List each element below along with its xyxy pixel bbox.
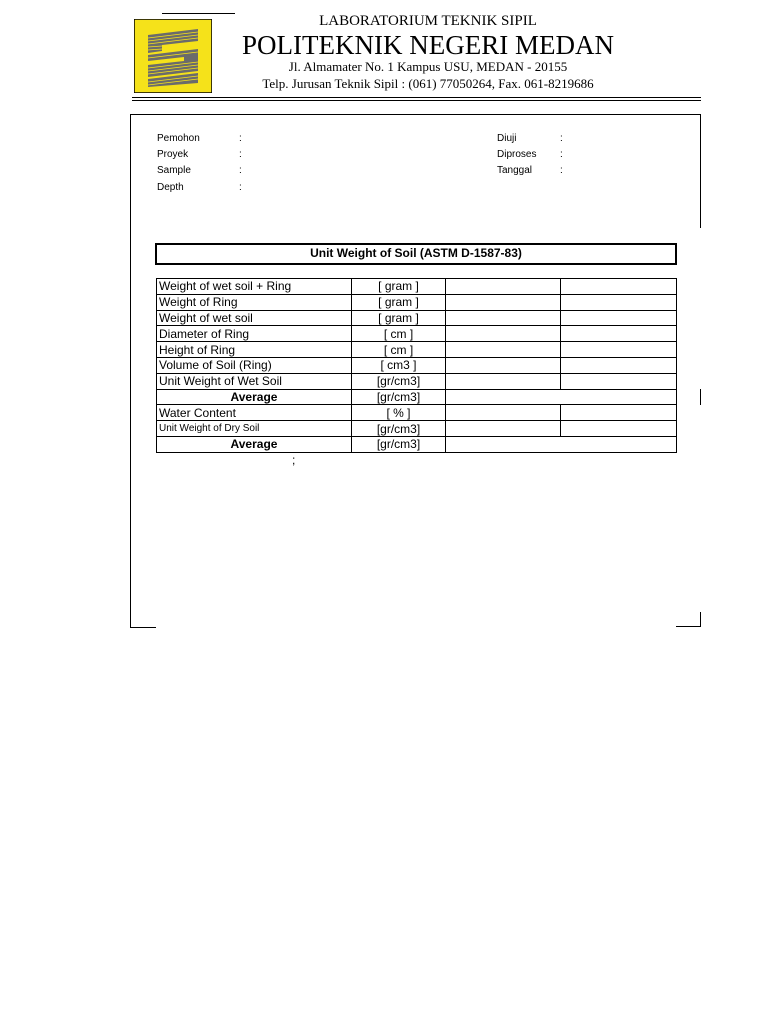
institution-name: POLITEKNIK NEGERI MEDAN xyxy=(242,30,614,60)
table-row xyxy=(157,310,677,326)
value-cell-2[interactable] xyxy=(561,421,677,437)
table-row xyxy=(157,436,677,452)
value-cell-1[interactable] xyxy=(446,373,561,389)
row-label: Unit Weight of Wet Soil xyxy=(157,373,352,389)
row-unit: [gr/cm3] xyxy=(352,373,446,389)
average-value-cell[interactable] xyxy=(446,389,677,405)
frame-top xyxy=(131,114,701,115)
value-cell-2[interactable] xyxy=(561,294,677,310)
row-unit: [ cm ] xyxy=(352,342,446,358)
unit-weight-table xyxy=(156,278,677,453)
sample-colon: : xyxy=(239,165,242,176)
value-cell-1[interactable] xyxy=(446,342,561,358)
average-label: Average xyxy=(157,389,352,405)
top-decor-rule xyxy=(162,13,235,14)
table-row xyxy=(157,294,677,310)
diproses-colon: : xyxy=(560,149,563,160)
sample-label: Sample xyxy=(157,165,191,176)
value-cell-2[interactable] xyxy=(561,310,677,326)
table-row xyxy=(157,279,677,295)
table-row xyxy=(157,405,677,421)
depth-label: Depth xyxy=(157,182,184,193)
header-rule-top xyxy=(132,97,701,98)
value-cell-2[interactable] xyxy=(561,373,677,389)
value-cell-1[interactable] xyxy=(446,310,561,326)
row-unit: [ gram ] xyxy=(352,294,446,310)
row-label: Height of Ring xyxy=(157,342,352,358)
value-cell-1[interactable] xyxy=(446,357,561,373)
pemohon-colon: : xyxy=(239,133,242,144)
frame-bottom-right xyxy=(676,626,701,627)
row-label: Volume of Soil (Ring) xyxy=(157,357,352,373)
table-row xyxy=(157,373,677,389)
polmed-logo xyxy=(134,19,212,93)
frame-right-upper xyxy=(700,114,701,228)
row-label: Weight of Ring xyxy=(157,294,352,310)
row-unit: [gr/cm3] xyxy=(352,389,446,405)
frame-right-mark xyxy=(700,389,701,405)
value-cell-1[interactable] xyxy=(446,421,561,437)
row-unit: [ cm3 ] xyxy=(352,357,446,373)
value-cell-2[interactable] xyxy=(561,326,677,342)
stray-semicolon: ; xyxy=(292,453,296,467)
frame-bottom-left xyxy=(130,627,156,628)
row-label: Unit Weight of Dry Soil xyxy=(157,421,352,437)
proyek-colon: : xyxy=(239,149,242,160)
row-unit: [gr/cm3] xyxy=(352,421,446,437)
row-unit: [ % ] xyxy=(352,405,446,421)
table-row xyxy=(157,421,677,437)
average-label: Average xyxy=(157,436,352,452)
table-row xyxy=(157,357,677,373)
address: Jl. Almamater No. 1 Kampus USU, MEDAN - 20155 xyxy=(288,59,568,74)
value-cell-1[interactable] xyxy=(446,279,561,295)
value-cell-2[interactable] xyxy=(561,279,677,295)
tanggal-colon: : xyxy=(560,165,563,176)
header-rule-bottom xyxy=(132,100,701,101)
proyek-label: Proyek xyxy=(157,149,189,160)
average-value-cell[interactable] xyxy=(446,436,677,452)
diuji-colon: : xyxy=(560,133,563,144)
table-row xyxy=(157,326,677,342)
lab-name: LABORATORIUM TEKNIK SIPIL xyxy=(319,13,537,29)
row-unit: [ gram ] xyxy=(352,310,446,326)
depth-colon: : xyxy=(239,182,242,193)
value-cell-1[interactable] xyxy=(446,405,561,421)
value-cell-2[interactable] xyxy=(561,342,677,358)
table-row xyxy=(157,342,677,358)
diproses-label: Diproses xyxy=(497,149,537,160)
form-title: Unit Weight of Soil (ASTM D-1587-83) xyxy=(155,243,677,265)
row-label: Water Content xyxy=(157,405,352,421)
value-cell-1[interactable] xyxy=(446,326,561,342)
row-unit: [gr/cm3] xyxy=(352,436,446,452)
row-label: Weight of wet soil + Ring xyxy=(157,279,352,295)
value-cell-2[interactable] xyxy=(561,405,677,421)
table-row xyxy=(157,389,677,405)
pemohon-label: Pemohon xyxy=(157,133,200,144)
row-label: Diameter of Ring xyxy=(157,326,352,342)
row-label: Weight of wet soil xyxy=(157,310,352,326)
frame-right-lower xyxy=(700,612,701,627)
diuji-label: Diuji xyxy=(497,133,517,144)
tanggal-label: Tanggal xyxy=(497,165,533,176)
value-cell-2[interactable] xyxy=(561,357,677,373)
row-unit: [ cm ] xyxy=(352,326,446,342)
frame-left xyxy=(130,114,131,628)
row-unit: [ gram ] xyxy=(352,279,446,295)
phone-fax: Telp. Jurusan Teknik Sipil : (061) 77050264, Fax. 061-8219686 xyxy=(262,76,594,91)
value-cell-1[interactable] xyxy=(446,294,561,310)
